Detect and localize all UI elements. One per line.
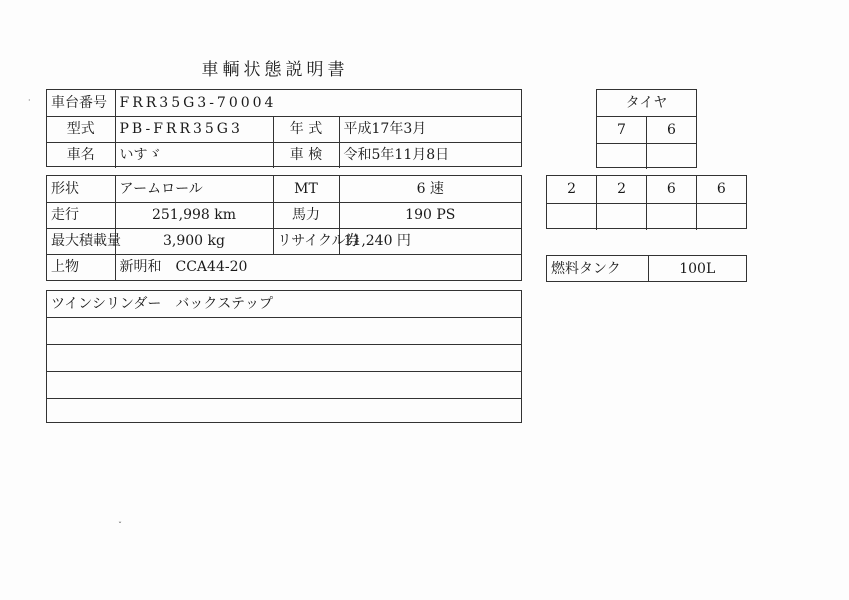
mileage-label: 走行 xyxy=(47,202,115,228)
notes-table xyxy=(46,290,522,423)
max-capacity-value: 3,900 kg xyxy=(115,228,273,254)
horsepower-label: 馬力 xyxy=(273,202,339,228)
tire-front-blank-2 xyxy=(647,143,697,169)
document-title: 車輌状態説明書 xyxy=(201,60,349,80)
notes-line-3 xyxy=(47,344,521,371)
inspection-label: 車 検 xyxy=(273,142,339,168)
max-capacity-label: 最大積載量 xyxy=(47,228,115,254)
model-label: 型式 xyxy=(47,116,115,142)
tire-label: タイヤ xyxy=(597,90,696,116)
transmission-label: MT xyxy=(273,176,339,202)
shape-label: 形状 xyxy=(47,176,115,202)
spec-table xyxy=(46,175,522,281)
recycle-ticket-value: 11,240 円 xyxy=(339,228,521,254)
tire-rear-blank-3 xyxy=(647,203,697,230)
notes-line-4 xyxy=(47,371,521,398)
scan-speck-mark: ˇ xyxy=(118,521,122,530)
tire-rear-table xyxy=(546,175,747,229)
notes-line-2 xyxy=(47,317,521,344)
recycle-ticket-label: リサイクル券 xyxy=(273,228,339,254)
tire-front-right: 6 xyxy=(647,116,697,143)
tire-rear-4: 6 xyxy=(696,176,746,203)
maker-value: いすゞ xyxy=(115,142,273,168)
notes-line-1: ツインシリンダー バックステップ xyxy=(47,291,521,317)
tire-rear-blank-2 xyxy=(597,203,647,230)
fuel-tank-table xyxy=(546,255,747,282)
notes-line-5 xyxy=(47,398,521,424)
scan-speck-mark: · xyxy=(28,96,31,105)
tire-rear-2: 2 xyxy=(597,176,647,203)
maker-label: 車名 xyxy=(47,142,115,168)
tire-rear-blank-4 xyxy=(696,203,746,230)
tire-rear-blank-1 xyxy=(547,203,597,230)
fuel-tank-value: 100L xyxy=(648,256,746,281)
model-value: PB-FRR35G3 xyxy=(115,116,273,142)
transmission-value: 6 速 xyxy=(339,176,521,202)
basic-info-table xyxy=(46,89,522,167)
year-value: 平成17年3月 xyxy=(339,116,521,142)
inspection-value: 令和5年11月8日 xyxy=(339,142,521,168)
mileage-value: 251,998 km xyxy=(115,202,273,228)
fuel-tank-label: 燃料タンク xyxy=(547,256,648,281)
tire-front-table xyxy=(596,89,697,168)
tire-rear-1: 2 xyxy=(547,176,597,203)
tire-front-blank-1 xyxy=(597,143,647,169)
tire-front-left: 7 xyxy=(597,116,647,143)
year-label: 年 式 xyxy=(273,116,339,142)
chassis-number-label: 車台番号 xyxy=(47,90,115,116)
body-equipment-value: 新明和 CCA44-20 xyxy=(115,254,521,280)
chassis-number-value: FRR35G3-70004 xyxy=(115,90,521,116)
horsepower-value: 190 PS xyxy=(339,202,521,228)
tire-rear-3: 6 xyxy=(647,176,697,203)
body-equipment-label: 上物 xyxy=(47,254,115,280)
shape-value: アームロール xyxy=(115,176,273,202)
